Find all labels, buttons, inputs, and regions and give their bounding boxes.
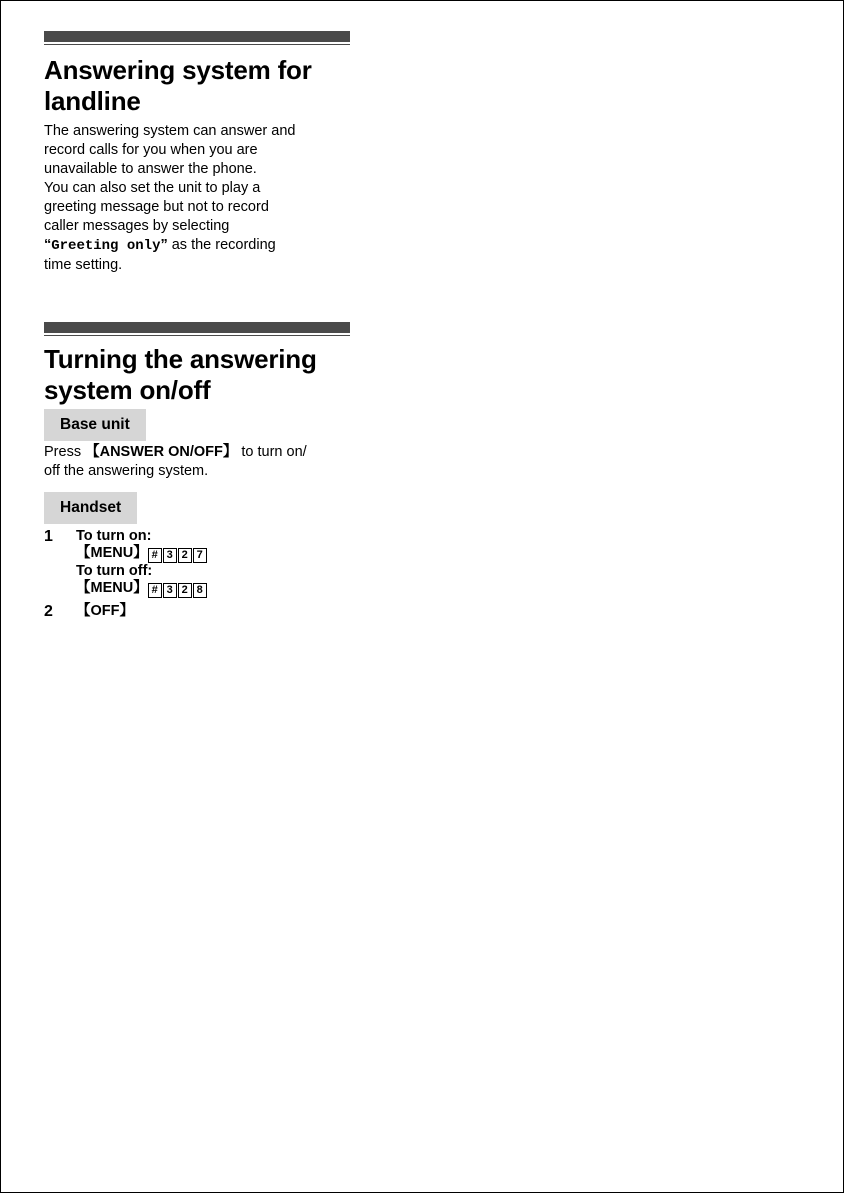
section-title <box>44 55 350 117</box>
digit-key: 2 <box>178 548 192 563</box>
handset-steps <box>44 528 350 620</box>
para-line: time setting. <box>44 257 123 273</box>
step-2 <box>44 603 350 620</box>
title-line-1: Answering system for <box>44 55 312 85</box>
turn-on-sequence <box>76 545 350 563</box>
para-line: as the recording <box>167 237 276 253</box>
digit-key: 3 <box>163 583 177 598</box>
off-key: 【OFF】 <box>76 603 134 619</box>
base-line-2: off the answering system. <box>44 463 209 479</box>
hash-key: # <box>148 548 162 563</box>
para-line: unavailable to answer the phone. <box>44 161 257 177</box>
section-title <box>44 344 350 406</box>
base-unit-heading: Base unit <box>44 409 146 441</box>
title-line-2: landline <box>44 86 141 116</box>
para-line: record calls for you when you are <box>44 142 258 158</box>
menu-key: 【MENU】 <box>76 580 148 596</box>
section-bar <box>44 322 350 333</box>
section-bar-line <box>44 335 350 336</box>
handset-heading: Handset <box>44 492 137 524</box>
step-number: 2 <box>44 603 53 620</box>
para-line: You can also set the unit to play a <box>44 180 261 196</box>
greeting-only-setting: Greeting only <box>51 238 161 254</box>
base-unit-instructions <box>44 443 350 481</box>
quote-open: “ <box>44 237 52 253</box>
section-turning-on-off <box>44 322 350 620</box>
digit-key: 8 <box>193 583 207 598</box>
step-1 <box>44 528 350 598</box>
turn-off-sequence <box>76 580 350 598</box>
title-line-1: Turning the answering <box>44 344 317 374</box>
turn-on-label: To turn on: <box>76 528 152 544</box>
digit-key: 7 <box>193 548 207 563</box>
section-bar-line <box>44 44 350 45</box>
digit-key: 2 <box>178 583 192 598</box>
title-line-2: system on/off <box>44 375 211 405</box>
digit-key: 3 <box>163 548 177 563</box>
para-line: greeting message but not to record <box>44 199 269 215</box>
answer-on-off-key: 【ANSWER ON/OFF】 <box>85 444 238 460</box>
step-number: 1 <box>44 528 53 545</box>
quote-close: ” <box>160 237 168 253</box>
intro-paragraph <box>44 122 350 275</box>
press-text: Press <box>44 444 86 460</box>
base-after-text: to turn on/ <box>237 444 307 460</box>
section-bar <box>44 31 350 42</box>
menu-key: 【MENU】 <box>76 545 148 561</box>
turn-off-label: To turn off: <box>76 563 153 579</box>
hash-key: # <box>148 583 162 598</box>
section-answering-system <box>44 31 350 275</box>
para-line: The answering system can answer and <box>44 123 296 139</box>
para-line: caller messages by selecting <box>44 218 230 234</box>
